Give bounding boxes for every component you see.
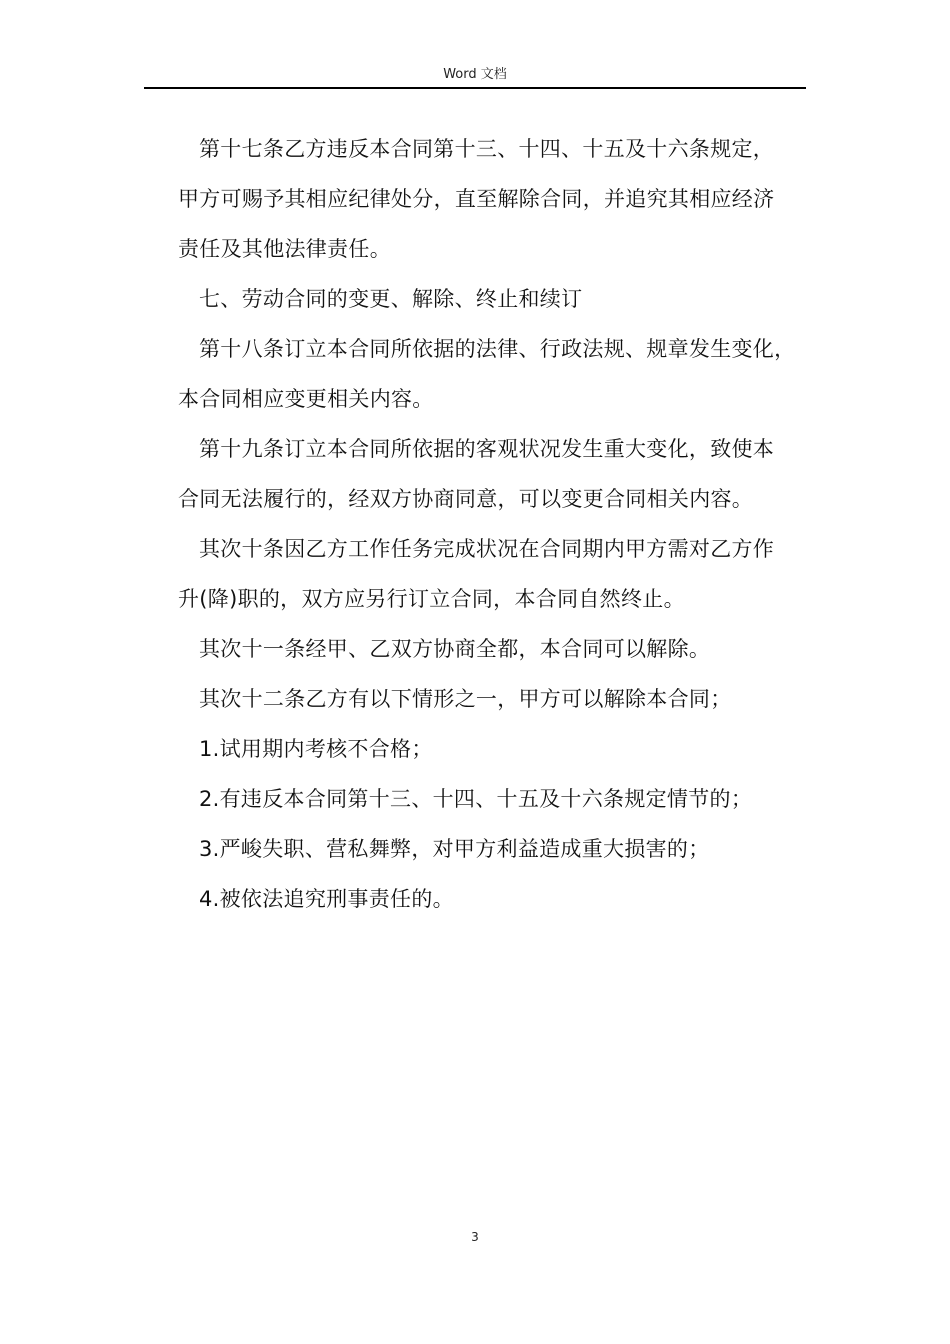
- list-item-4: 4.被依法追究刑事责任的。: [199, 887, 454, 911]
- paragraph-article-22: 其次十二条乙方有以下情形之一，甲方可以解除本合同；: [199, 687, 732, 711]
- paragraph-article-19-line-1: 第十九条订立本合同所依据的客观状况发生重大变化，致使本: [199, 437, 775, 461]
- list-item-1: 1.试用期内考核不合格；: [199, 737, 433, 761]
- paragraph-article-21: 其次十一条经甲、乙双方协商全都，本合同可以解除。: [199, 637, 711, 661]
- header-divider: [144, 87, 806, 89]
- paragraph-article-19-line-2: 合同无法履行的，经双方协商同意，可以变更合同相关内容。: [178, 487, 754, 511]
- list-item-2: 2.有违反本合同第十三、十四、十五及十六条规定情节的；: [199, 787, 753, 811]
- paragraph-article-20-line-1: 其次十条因乙方工作任务完成状况在合同期内甲方需对乙方作: [199, 537, 775, 561]
- paragraph-article-20-line-2: 升(降)职的，双方应另行订立合同，本合同自然终止。: [178, 587, 685, 611]
- paragraph-article-17-line-3: 责任及其他法律责任。: [178, 237, 391, 261]
- page-header: Word 文档: [443, 67, 507, 82]
- page-number: 3: [471, 1230, 479, 1244]
- section-heading-7: 七、劳动合同的变更、解除、终止和续订: [199, 287, 583, 311]
- paragraph-article-17-line-2: 甲方可赐予其相应纪律处分，直至解除合同，并追究其相应经济: [178, 187, 775, 211]
- paragraph-article-17-line-1: 第十七条乙方违反本合同第十三、十四、十五及十六条规定，: [199, 137, 775, 161]
- document-body: [178, 124, 806, 924]
- paragraph-article-18-line-1: 第十八条订立本合同所依据的法律、行政法规、规章发生变化，: [199, 337, 796, 361]
- paragraph-article-18-line-2: 本合同相应变更相关内容。: [178, 387, 434, 411]
- list-item-3: 3.严峻失职、营私舞弊，对甲方利益造成重大损害的；: [199, 837, 710, 861]
